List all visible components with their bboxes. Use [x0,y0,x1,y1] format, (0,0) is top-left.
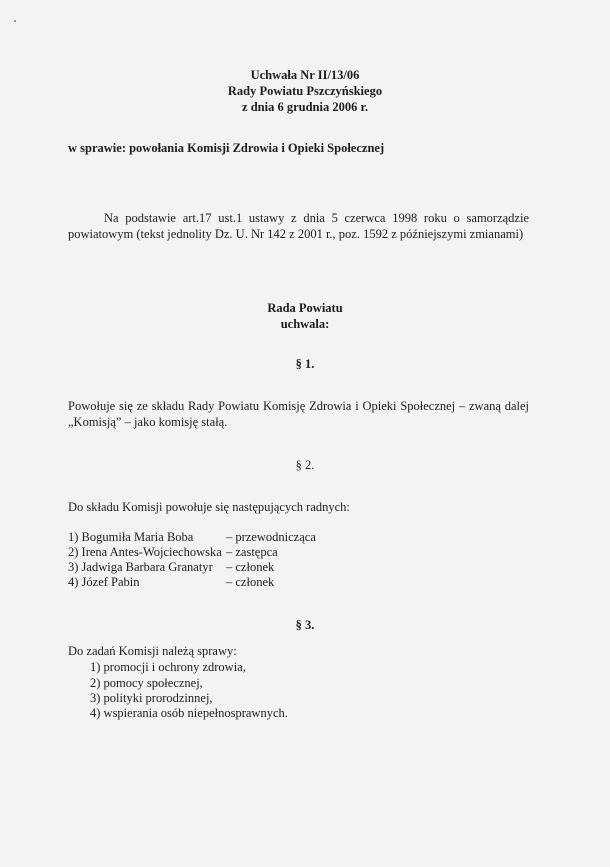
member-row [68,544,368,560]
subject-line: w sprawie: powołania Komisji Zdrowia i Opieki Społecznej [68,141,385,155]
council-name: Rady Powiatu Pszczyńskiego [227,84,383,98]
member-row [68,574,368,590]
section-3-intro: Do zadań Komisji należą sprawy: [68,644,237,658]
member-name: 1) Bogumiła Maria Boba [68,530,194,544]
task-item: 2) pomocy społecznej, [90,676,203,690]
resolves-heading: uchwala: [280,317,330,331]
legal-basis-line1: Na podstawie art.17 ust.1 ustawy z dnia 5 czerwca 1998 roku o samorządzie [104,211,529,225]
scan-speck [14,20,16,22]
resolution-number: Uchwała Nr II/13/06 [250,68,360,82]
task-item: 4) wspierania osób niepełnosprawnych. [90,706,288,720]
member-role: – członek [226,560,275,574]
section-2-intro: Do składu Komisji powołuje się następujących radnych: [68,500,350,514]
section-1-mark: § 1. [295,357,315,371]
task-item: 1) promocji i ochrony zdrowia, [90,660,246,674]
member-name: 4) Józef Pabin [68,575,140,589]
section-1-line1: Powołuje się ze składu Rady Powiatu Komisję Zdrowia i Opieki Społecznej – zwaną dalej [68,399,529,413]
member-row [68,559,368,575]
member-role: – przewodnicząca [226,530,316,544]
member-role: – członek [226,575,275,589]
resolution-date: z dnia 6 grudnia 2006 r. [242,100,368,114]
council-heading: Rada Powiatu [267,301,343,315]
section-2-mark: § 2. [295,458,315,472]
member-name: 2) Irena Antes-Wojciechowska [68,545,222,559]
section-3-mark: § 3. [295,618,315,632]
member-row [68,529,368,545]
legal-basis-line2: powiatowym (tekst jednolity Dz. U. Nr 142 z 2001 r., poz. 1592 z późniejszymi zmianami) [68,227,524,241]
section-1-line2: „Komisją” – jako komisję stałą. [68,415,228,429]
member-name: 3) Jadwiga Barbara Granatyr [68,560,213,574]
member-role: – zastępca [226,545,278,559]
task-item: 3) polityki prorodzinnej, [90,691,213,705]
